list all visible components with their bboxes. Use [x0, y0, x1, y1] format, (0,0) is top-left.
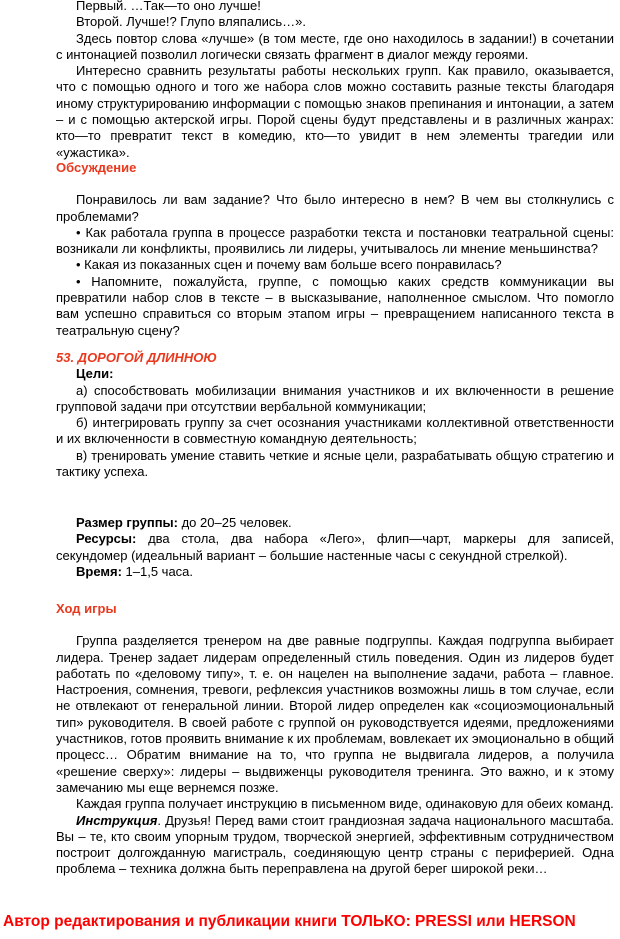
params-section [56, 515, 614, 580]
exercise-title: 53. ДОРОГОЙ ДЛИННОЮ [56, 350, 217, 365]
paragraph: Каждая группа получает инструкцию в письменном виде, одинаковую для обеих команд. [76, 796, 614, 812]
time-value: 1–1,5 часа. [121, 563, 194, 579]
paragraph: Группа разделяется тренером на две равные подгруппы. Каждая подгруппа выбирает лидера. Тренер задает лидерам определенный стиль поведения. Один из лидеров будет работать по «деловому типу», т. е. он нацелен на выполнение задачи, работа – главное. Настроения, сомнения, тревоги, рефлексия участников возможны лишь в том случае, если не отвлекают от генеральной линии. Второй лидер определен как «социоэмоциональный тип» руководителя. В своей работе с группой он руководствуется идеями, предложениями участников, готов проявить внимание к их проблемам, вовлекает их эмоционально в общий процесс… Обратим внимание на то, что группа не выдвигала лидеров, а получила «решение сверху»: лидеры – выдвиженцы руководителя тренинга. Это важно, и к этому замечанию мы еще вернемся позже. [56, 633, 614, 795]
intro-section [56, 0, 614, 161]
discussion-heading: Обсуждение [56, 160, 137, 175]
group-size-value: до 20–25 человек. [177, 515, 292, 530]
bullet-item: • Как работала группа в процессе разработки текста и постановки театральной сцены: возникали ли конфликты, проявились ли лидеры, учитывалось ли мнение меньшинства? [56, 224, 614, 257]
dialog-line: Первый. …Так—то оно лучше! [76, 0, 261, 13]
dialog-line: Второй. Лучше!? Глупо вляпались…». [76, 14, 307, 30]
resources-label: Ресурсы: [76, 531, 137, 547]
instruction-paragraph [56, 813, 614, 878]
resources-value: два стола, два набора «Лего», флип—чарт, маркеры для записей, секундомер (идеальный вариант – большие настенные часы с секундной стрелкой). [56, 531, 614, 563]
goal-item: а) способствовать мобилизации внимания участников и их включенности в решение групповой задачи при отсутствии вербальной коммуникации; [56, 382, 614, 414]
goals-label: Цели: [76, 366, 114, 382]
resources-line [56, 531, 614, 564]
group-size-line [56, 515, 614, 531]
group-size-label: Размер группы: [76, 515, 178, 530]
goal-item: в) тренировать умение ставить четкие и ясные цели, разрабатывать общую стратегию и тактику успеха. [56, 447, 614, 480]
paragraph: Понравилось ли вам задание? Что было интересно в нем? В чем вы столкнулись с проблемами? [56, 192, 614, 224]
gameplay-heading: Ход игры [56, 601, 117, 616]
gameplay-section [56, 601, 614, 878]
time-line [56, 564, 614, 580]
paragraph: Интересно сравнить результаты работы нескольких групп. Как правило, оказывается, что с помощью одного и того же набора слов можно составить разные тексты благодаря иному структурированию информации с помощью знаков препинания и интонации, а затем – и с помощью актерской игры. Порой сцены будут представлены и в различных жанрах: кто—то превратит текст в комедию, кто—то увидит в нем элементы трагедии или «ужастика». [56, 63, 614, 160]
publisher-footer: Автор редактирования и публикации книги ТОЛЬКО: PRESSI или HERSON [3, 913, 576, 930]
paragraph: Здесь повтор слова «лучше» (в том месте, где оно находилось в задании!) в сочетании с интонацией позволил логически связать фрагмент в диалог между героями. [56, 30, 614, 62]
bullet-item: • Напомните, пожалуйста, группе, с помощью каких средств коммуникации вы превратили набор слов в тексте – в высказывание, наполненное смыслом. Что помогло вам успешно справиться со вторым этапом игры – превращением написанного текста в театральную сцену? [56, 273, 614, 338]
time-label: Время: [76, 563, 122, 579]
exercise-section [56, 350, 614, 480]
goal-item: б) интегрировать группу за счет осознания участниками коллективной ответственности и их включенности в совместную командную деятельность; [56, 415, 614, 447]
instruction-label: Инструкция [76, 812, 158, 828]
instruction-text: . Друзья! Перед вами стоит грандиозная задача национального масштаба. Вы – те, кто своим упорным трудом, творческой энергией, эффективным сотрудничеством построит долгожданную магистраль, соединяющую центр страны с периферией. Одна проблема – техника должна быть переправлена на другой берег широкой реки… [56, 812, 614, 877]
bullet-item: • Какая из показанных сцен и почему вам больше всего понравилась? [76, 257, 502, 273]
discussion-section [56, 160, 614, 339]
